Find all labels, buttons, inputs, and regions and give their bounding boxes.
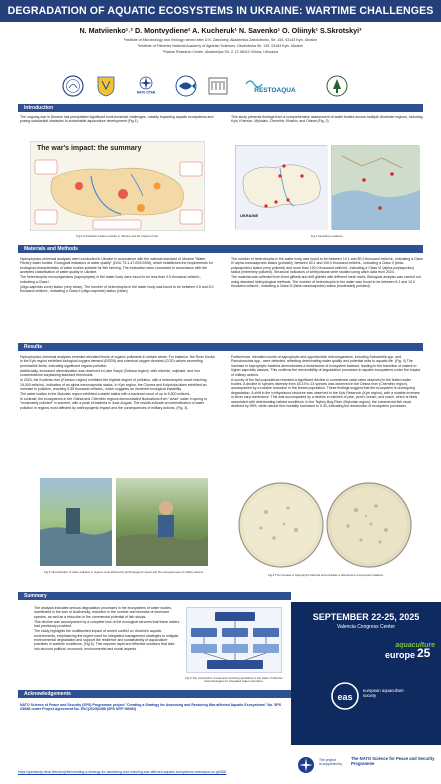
results-paragraph: In contrast, the ecosystems in the Odesa and Chernihiv regions demonstrated fluctuations from "clean" water in spring to "moderately polluted" in summer, with a peak of bacteria in June-August. The results indicate an intensification of water pollution in regions most affected by anthropogenic impact and the consequences of military actions. (Fig. 3). (20, 397, 207, 410)
section-title-materials: Materials and Methods (24, 246, 78, 252)
aquaculture-brand-top: aquaculture (395, 642, 435, 649)
restoaqua-logo-icon (240, 75, 310, 97)
university-logo-icon (206, 75, 230, 97)
conference-venue: Valencia Congress Center (337, 624, 395, 630)
aquaculture-brand-number: 25 (417, 646, 431, 660)
logo-row (0, 75, 441, 99)
poster-title: DEGRADATION OF AQUATIC ECOSYSTEMS IN UKRAINE: WARTIME CHALLENGES (7, 5, 434, 17)
results-paragraph: Furthermore, elevated counts of saprophytic and opportunistic microorganisms, including Salmonella spp. and Pseudomonas spp., were detected, reflecting deteriorating water quality and potential risks to aquatic life. (Fig. 4) The increase in saprophytic bacteria demonstrates a disturbance of ecosystem balance, leading to the transition of waters to higher saprobity classes. This confirms the irreversibility of degradation processes in aquatic ecosystems under the impact of military actions. (231, 355, 421, 377)
methods-paragraph: The heterotrophic microorganisms (saprophytes) in the water body were found to be less than 0.5 thousand cells/mL, indicating a Class I (20, 275, 202, 284)
summary-text (34, 606, 180, 652)
affiliation-2: ²Institute of Fisheries National Academy of Agrarian Sciences, Obukhivska Str. 135, 03164 Kyiv, Ukraine (137, 44, 304, 48)
intro-paragraph: This study presents findings from a comprehensive assessment of water bodies across multiple Ukrainian regions, including Kyiv, Kherson, Mykolaiv, Chernihiv, Kharkiv, and Odesa (Fig. 2). (231, 115, 423, 124)
affiliation-1: ¹Institute of Microbiology and Virology named after D.K. Zabolotny, Akademika Zabolotnoho, Str. 154, 03143 Kyiv, Ukraine (123, 38, 318, 42)
figure-5-biotechnology-diagram (186, 607, 282, 673)
figure-2-satellite-inset (331, 145, 419, 229)
sampling-photo-graphic (116, 478, 208, 566)
affiliation-3: ³Nature Research Centre, Akademijos Str. 2, LT-08412 Vilnius, Lithuania (163, 50, 278, 54)
eas-name: european aquaculture society (363, 688, 404, 698)
figure-1-title: The war's impact: the summary (37, 145, 142, 152)
nato-logo-icon (132, 75, 160, 97)
results-paragraph: In 2024, the Kodema river (Kherson region) exhibited the highest degree of pollution, with a heterotrophic count reaching 16,000 cells/mL, indicative of an alpha-mesosaprobic status. In Kyiv region, the Chorna and Kolyvivka lakes exhibited an increase in pollution, reaching 9.55 thousand cells/mL, which suggests an imminent ecological instability. (20, 378, 207, 392)
intro-left-text (20, 115, 216, 124)
petri-dish-graphic (236, 480, 416, 570)
figure-2-sampling-map (235, 145, 327, 229)
figure-2-caption: Fig.2 Sampling Locations. (310, 234, 344, 238)
author-list: N. Matviienko¹˒² D. Montvydiene² A. Kucheruk¹ N. Savenko¹ O. Oliinyk¹ S.Skrotskyi³ (79, 26, 362, 35)
figure-4-petri-dishes (236, 480, 416, 570)
intro-right-text (231, 115, 423, 124)
war-impact-map-graphic (31, 156, 206, 232)
conference-dates: SEPTEMBER 22-25, 2025 (312, 612, 420, 622)
nato-sps-footer (291, 748, 441, 784)
institute-seal-icon (62, 75, 84, 97)
figure-1-caption: Fig.1 Freshwater bodies of water in Ukraine and the impact of war. (76, 234, 159, 238)
section-header-results (18, 343, 423, 351)
research-centre-logo-icon (326, 75, 348, 97)
methods-paragraph: (oligo-saprobic zone) status (very clean). The number of heterotrophs in the water body was found to be between 0.5 and 5.0 thousand cells/mL, indicating a Class II (oligo-saprobic) status (clean). (20, 284, 214, 294)
figure-3-photo-river (40, 478, 112, 566)
eas-logo-letters: eas (337, 692, 353, 702)
satellite-map-graphic (332, 146, 420, 230)
river-photo-graphic (40, 478, 112, 566)
eas-logo-icon (331, 682, 359, 710)
nato-support-line-2: is supported by (319, 762, 342, 766)
section-header-summary (18, 592, 291, 600)
results-left-text (20, 355, 216, 411)
methods-paragraph: The number of heterotrophs in the water body was found to be between 10.1 and 50.0 thousand cells/mL, indicating a Class IV alpha-mesosaprobic status (polluted), between 50.1 and 100.0 thousand cells/mL, indicating a Class V (beta-polysaprobic) status (very polluted) and more than 100.0 thousand cells/mL, indicating a Class VI (alpha-polysaprobic) status (extremely polluted). Structural indicators of ichthyofauna were studied using catch data from 2024. (231, 257, 423, 275)
results-paragraph: Additionally, increased mineralization was observed in Lake Sasyk (Odessa region), with chloride, sulphate, and iron concentrations surpassing standard thresholds. (20, 368, 200, 378)
methods-left-text (20, 257, 216, 294)
nato-sps-programme: The NATO Science for Peace and Security Programme (351, 756, 435, 766)
fish-logo-icon (174, 75, 198, 97)
methods-paragraph: Hydrophysico-chemical analyses were conducted in Ukraine in accordance with the national standard of Ukraine "Water. Fishery water bodies. Ecological indicators of water quality" (DSU 73.1-47-003:2006), which establishes the requirements for ecological characteristics of water bodies suitable for fish farming. The evaluation were conducted in accordance with the accepted classification of water quality in Ukraine. (20, 257, 213, 275)
section-title-summary: Summary (24, 593, 47, 599)
nato-compass-icon (297, 756, 315, 774)
methods-paragraph: The material was collected from fixed gillnets and drift gillnets with different mesh sizes. Biological analysis was carried out using standard ichthyological methods. The number of heterotrophs in the water was found to be between 5.1 and 10.0 thousand cells/mL, indicating a Class III (beta-mesosaprobic) status (moderately polluted). (231, 275, 421, 289)
nato-logo-text: NATO OTAN (136, 90, 156, 95)
results-right-text (231, 355, 423, 409)
results-paragraph: A survey of the fish populations revealed a significant decline in commercial catch rates observed in the tested water bodies. A decline in species diversity from 18-19 to 13 species was observed in the Desna river (Chernihiv region), accompanied by a notable reduction in the bream population. These findings suggest that the ecosystem is undergoing degradation. A shift in the ichthyofauna structure was observed in the Kyiv Reservoir (Kyiv region), with a notable increase in silver carp dominance. This was accompanied by a decline in catches of pike, perch, bream, and roach, which is likely associated with deteriorating habitat conditions. In the Tsyhny Bug River (Mykolaiv region), the commercial fish stock declined by 95%, while natural fish mortality increased to 0.34, indicating the destruction of ecosystem processes. (231, 377, 420, 409)
nato-support-line-1: The project (319, 758, 336, 762)
restoaqua-logo-text: RESTOAQUA (254, 87, 296, 94)
nato-support-text (319, 758, 349, 766)
summary-paragraph: The study highlights the multifaceted impact of armed conflict on Ukraine's aquatic environments, emphasizing the urgent need for integrated management strategies to mitigate environmental degradation and support the resilience and sustainability of aquaculture practices in wartime conditions. (Fig.5). This requires rapid and effective solutions that take into account political, economic, environmental and social aspects. (34, 629, 179, 651)
map-label-ukraine: UKRAINE (240, 213, 259, 218)
results-paragraph: Hydrophysico-chemical analyses revealed elevated levels of organic pollutants in certain areas. For instance, the River Kozka in the Kyiv region exhibited biological oxygen demand (BOD5) and chemical oxygen demand (COD) values exceeding permissible limits, indicating significant organic pollution. (20, 355, 215, 368)
intro-paragraph: The ongoing war in Ukraine has precipitated significant environmental challenges, notably impacting aquatic ecosystems and posing substantial obstacles to sustainable aquaculture development (Fig.1). (20, 115, 214, 124)
acknowledgement-text: NATO Science of Peace and Security (SPS) Programme project "Creating a Strategy for Assessing and Restoring War-affected Aquatic Ecosystems" No. SPS G6083 under Project Agreement No. ESC(2025)0288 (SPS MYP G6083) (20, 703, 282, 712)
figure-3-photo-sampling (116, 478, 208, 566)
summary-paragraph: This decline was accompanied by a complete loss of the ecological services that these waters had previously provided. (34, 619, 180, 629)
figure-1-war-impact (30, 141, 205, 231)
shield-emblem-icon (94, 75, 118, 97)
biotechnology-diagram-graphic (187, 608, 283, 674)
section-header-introduction (18, 104, 423, 112)
aquaculture-brand-bottom: europe (384, 650, 415, 660)
figure-5-caption: Fig.5 The introduction of selected microbial populations is the basis of effective biotechnologies for integrated water restoration. (185, 676, 283, 684)
figure-4-caption: Fig.4 The increase in saprophytic bacteria demonstrates a disturbance of ecosystem balance. (268, 573, 384, 577)
results-paragraph: The water bodies in the Mykolaiv region exhibited a stable status with a bacterial count of up to 5,500 cells/mL. (20, 392, 192, 397)
summary-paragraph: The analysis indicates serious degradation processes in the ecosystems of water bodies, manifested in the loss of biodiversity, reduction in the number and biomass of dominant species, as well as a reduction in the commercial potential of fish stocks. (34, 606, 172, 619)
section-header-materials (18, 245, 423, 253)
section-header-acknowledgements (18, 690, 291, 698)
section-title-acknowledgements: Acknowledgements (24, 691, 71, 697)
figure-3-caption: Fig.3 Intensification of water pollution in regions most affected by anthropogenic impact and the consequences of military actions. (44, 570, 204, 574)
conference-panel (291, 602, 441, 745)
poster-title-bar (0, 0, 441, 22)
section-title-introduction: Introduction (24, 105, 54, 111)
project-link[interactable]: https://gamstudy.rimai.lt/en/projekte/creating-a-strategy-for-assessing-and-restoring-war-affected-aquatic-ecosystems-restoaqua-no-g6083/ (18, 770, 227, 774)
methods-right-text (231, 257, 423, 289)
section-title-results: Results (24, 344, 43, 350)
